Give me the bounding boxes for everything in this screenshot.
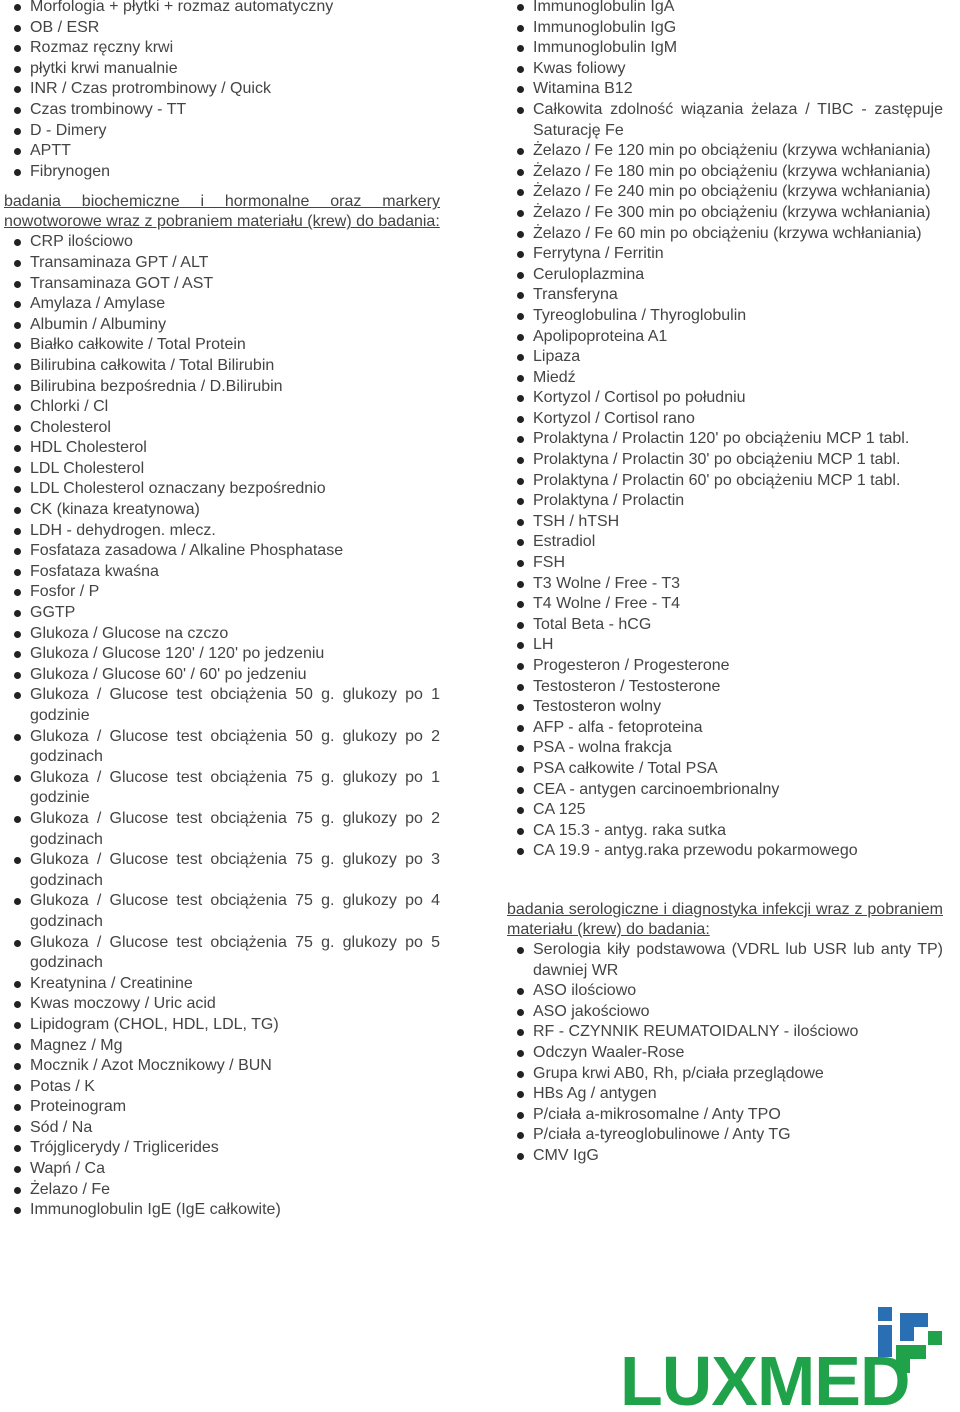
list-item: HDL Cholesterol bbox=[4, 438, 440, 459]
list-item: Glukoza / Glucose na czczo bbox=[4, 624, 440, 645]
list-item: Fosfor / P bbox=[4, 582, 440, 603]
list-item: CA 125 bbox=[507, 800, 943, 821]
list-item: Cholesterol bbox=[4, 418, 440, 439]
list-item: Immunoglobulin IgA bbox=[507, 0, 943, 18]
list-item: Total Beta - hCG bbox=[507, 615, 943, 636]
list-item: Transferyna bbox=[507, 285, 943, 306]
list-item: HBs Ag / antygen bbox=[507, 1084, 943, 1105]
serology-section-heading: badania serologiczne i diagnostyka infekcji wraz z pobraniem materiału (krew) do badania: bbox=[507, 900, 943, 938]
list-item: LH bbox=[507, 635, 943, 656]
list-item: RF - CZYNNIK REUMATOIDALNY - ilościowo bbox=[507, 1022, 943, 1043]
list-item: Serologia kiły podstawowa (VDRL lub USR lub anty TP) dawniej WR bbox=[507, 940, 943, 981]
biochemistry-test-list bbox=[4, 232, 440, 1221]
list-item: Morfologia + płytki + rozmaz automatyczny bbox=[4, 0, 440, 18]
list-item: Glukoza / Glucose test obciążenia 75 g. glukozy po 3 godzinach bbox=[4, 850, 440, 891]
list-item: LDH - dehydrogen. mlecz. bbox=[4, 521, 440, 542]
list-item: Całkowita zdolność wiązania żelaza / TIBC - zastępuje Saturację Fe bbox=[507, 100, 943, 141]
list-item: Potas / K bbox=[4, 1077, 440, 1098]
list-item: Immunoglobulin IgE (IgE całkowite) bbox=[4, 1200, 440, 1221]
list-item: Glukoza / Glucose 120' / 120' po jedzeniu bbox=[4, 644, 440, 665]
list-item: Witamina B12 bbox=[507, 79, 943, 100]
list-item: Sód / Na bbox=[4, 1118, 440, 1139]
list-item: Kreatynina / Creatinine bbox=[4, 974, 440, 995]
list-item: Rozmaz ręczny krwi bbox=[4, 38, 440, 59]
list-item: APTT bbox=[4, 141, 440, 162]
list-item: Ferrytyna / Ferritin bbox=[507, 244, 943, 265]
list-item: Chlorki / Cl bbox=[4, 397, 440, 418]
list-item: T3 Wolne / Free - T3 bbox=[507, 574, 943, 595]
list-item: Prolaktyna / Prolactin 120' po obciążeniu MCP 1 tabl. bbox=[507, 429, 943, 450]
luxmed-logo bbox=[620, 1305, 950, 1410]
list-item: Estradiol bbox=[507, 532, 943, 553]
list-item: Immunoglobulin IgG bbox=[507, 18, 943, 39]
list-item: Bilirubina bezpośrednia / D.Bilirubin bbox=[4, 377, 440, 398]
list-item: Proteinogram bbox=[4, 1097, 440, 1118]
list-item: Testosteron wolny bbox=[507, 697, 943, 718]
list-item: Amylaza / Amylase bbox=[4, 294, 440, 315]
list-item: Odczyn Waaler-Rose bbox=[507, 1043, 943, 1064]
list-item: Lipaza bbox=[507, 347, 943, 368]
luxmed-wordmark: LUXMED bbox=[620, 1342, 910, 1410]
list-item: Glukoza / Glucose test obciążenia 75 g. glukozy po 2 godzinach bbox=[4, 809, 440, 850]
list-item: Białko całkowite / Total Protein bbox=[4, 335, 440, 356]
list-item: Apolipoproteina A1 bbox=[507, 327, 943, 348]
list-item: CRP ilościowo bbox=[4, 232, 440, 253]
list-item: CA 19.9 - antyg.raka przewodu pokarmowego bbox=[507, 841, 943, 862]
list-item: LDL Cholesterol bbox=[4, 459, 440, 480]
list-item: OB / ESR bbox=[4, 18, 440, 39]
list-item: Magnez / Mg bbox=[4, 1036, 440, 1057]
list-item: TSH / hTSH bbox=[507, 512, 943, 533]
list-item: LDL Cholesterol oznaczany bezpośrednio bbox=[4, 479, 440, 500]
list-item: T4 Wolne / Free - T4 bbox=[507, 594, 943, 615]
list-item: P/ciała a-tyreoglobulinowe / Anty TG bbox=[507, 1125, 943, 1146]
list-item: Żelazo / Fe 120 min po obciążeniu (krzywa wchłaniania) bbox=[507, 141, 943, 162]
list-item: Prolaktyna / Prolactin bbox=[507, 491, 943, 512]
list-item: Bilirubina całkowita / Total Bilirubin bbox=[4, 356, 440, 377]
list-item: Transaminaza GOT / AST bbox=[4, 274, 440, 295]
list-item: CK (kinaza kreatynowa) bbox=[4, 500, 440, 521]
list-item: Czas trombinowy - TT bbox=[4, 100, 440, 121]
list-item: Kortyzol / Cortisol rano bbox=[507, 409, 943, 430]
list-item: Trójglicerydy / Triglicerides bbox=[4, 1138, 440, 1159]
list-item: ASO jakościowo bbox=[507, 1002, 943, 1023]
list-item: Immunoglobulin IgM bbox=[507, 38, 943, 59]
list-item: Kortyzol / Cortisol po południu bbox=[507, 388, 943, 409]
list-item: AFP - alfa - fetoproteina bbox=[507, 718, 943, 739]
list-item: Fosfataza kwaśna bbox=[4, 562, 440, 583]
list-item: Glukoza / Glucose test obciążenia 75 g. glukozy po 1 godzinie bbox=[4, 768, 440, 809]
list-item: Glukoza / Glucose test obciążenia 50 g. glukozy po 2 godzinach bbox=[4, 727, 440, 768]
list-item: Ceruloplazmina bbox=[507, 265, 943, 286]
list-item: CMV IgG bbox=[507, 1146, 943, 1167]
list-item: Lipidogram (CHOL, HDL, LDL, TG) bbox=[4, 1015, 440, 1036]
list-item: ASO ilościowo bbox=[507, 981, 943, 1002]
hormone-marker-test-list bbox=[507, 0, 943, 862]
list-item: Glukoza / Glucose test obciążenia 50 g. glukozy po 1 godzinie bbox=[4, 685, 440, 726]
list-item: Żelazo / Fe 240 min po obciążeniu (krzywa wchłaniania) bbox=[507, 182, 943, 203]
list-item: Glukoza / Glucose test obciążenia 75 g. glukozy po 5 godzinach bbox=[4, 933, 440, 974]
list-item: Kwas moczowy / Uric acid bbox=[4, 994, 440, 1015]
list-item: CA 15.3 - antyg. raka sutka bbox=[507, 821, 943, 842]
list-item: Żelazo / Fe 300 min po obciążeniu (krzywa wchłaniania) bbox=[507, 203, 943, 224]
list-item: Progesteron / Progesterone bbox=[507, 656, 943, 677]
list-item: płytki krwi manualnie bbox=[4, 59, 440, 80]
list-item: Wapń / Ca bbox=[4, 1159, 440, 1180]
list-item: P/ciała a-mikrosomalne / Anty TPO bbox=[507, 1105, 943, 1126]
list-item: Glukoza / Glucose 60' / 60' po jedzeniu bbox=[4, 665, 440, 686]
serology-test-list bbox=[507, 940, 943, 1167]
list-item: Prolaktyna / Prolactin 30' po obciążeniu MCP 1 tabl. bbox=[507, 450, 943, 471]
list-item: Żelazo / Fe 180 min po obciążeniu (krzywa wchłaniania) bbox=[507, 162, 943, 183]
list-item: Glukoza / Glucose test obciążenia 75 g. glukozy po 4 godzinach bbox=[4, 891, 440, 932]
list-item: FSH bbox=[507, 553, 943, 574]
list-item: Miedź bbox=[507, 368, 943, 389]
list-item: Fosfataza zasadowa / Alkaline Phosphatase bbox=[4, 541, 440, 562]
right-column bbox=[507, 0, 943, 1166]
list-item: Grupa krwi AB0, Rh, p/ciała przeglądowe bbox=[507, 1064, 943, 1085]
list-item: Testosteron / Testosterone bbox=[507, 677, 943, 698]
list-item: CEA - antygen carcinoembrionalny bbox=[507, 780, 943, 801]
list-item: GGTP bbox=[4, 603, 440, 624]
list-item: PSA - wolna frakcja bbox=[507, 738, 943, 759]
list-item: Prolaktyna / Prolactin 60' po obciążeniu MCP 1 tabl. bbox=[507, 471, 943, 492]
list-item: PSA całkowite / Total PSA bbox=[507, 759, 943, 780]
list-item: Transaminaza GPT / ALT bbox=[4, 253, 440, 274]
left-column bbox=[4, 0, 440, 1221]
list-item: Żelazo / Fe 60 min po obciążeniu (krzywa wchłaniania) bbox=[507, 224, 943, 245]
list-item: Fibrynogen bbox=[4, 162, 440, 183]
list-item: Albumin / Albuminy bbox=[4, 315, 440, 336]
list-item: Żelazo / Fe bbox=[4, 1180, 440, 1201]
list-item: Tyreoglobulina / Thyroglobulin bbox=[507, 306, 943, 327]
biochemistry-section-heading: badania biochemiczne i hormonalne oraz markery nowotworowe wraz z pobraniem materiału (krew) do badania: bbox=[4, 193, 440, 231]
list-item: Mocznik / Azot Mocznikowy / BUN bbox=[4, 1056, 440, 1077]
morphology-test-list bbox=[4, 0, 440, 182]
list-item: D - Dimery bbox=[4, 121, 440, 142]
list-item: INR / Czas protrombinowy / Quick bbox=[4, 79, 440, 100]
list-item: Kwas foliowy bbox=[507, 59, 943, 80]
